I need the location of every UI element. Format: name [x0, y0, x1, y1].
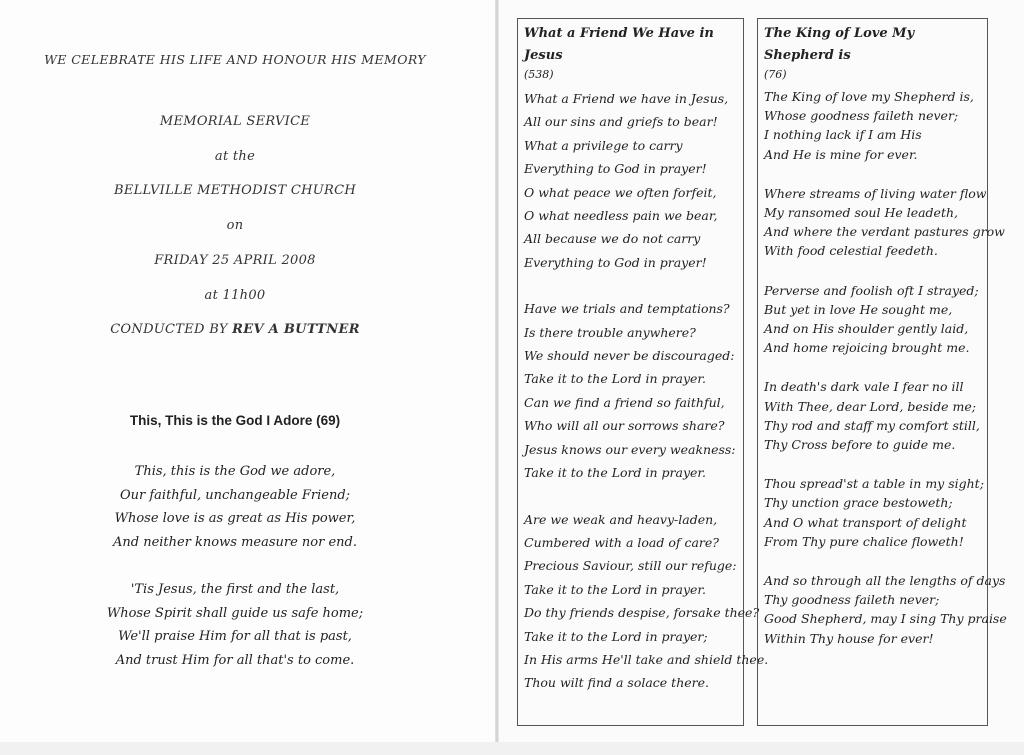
hymn-line: And so through all the lengths of days — [764, 573, 1006, 589]
hymn2-stanza-5 — [764, 474, 984, 551]
hymn-line: Thy unction grace bestoweth; — [764, 495, 953, 511]
hymn-line: Jesus knows our every weakness: — [524, 441, 736, 457]
hymn-line: Are we weak and heavy-laden, — [524, 511, 718, 527]
hymn-line: Thy rod and staff my comfort still, — [764, 417, 980, 433]
church-name: BELLVILLE METHODIST CHURCH — [113, 183, 357, 198]
hymn-line: Everything to God in prayer! — [524, 254, 707, 270]
hymn-line: Is there trouble anywhere? — [524, 324, 696, 340]
hymn-line: Who will all our sorrows share? — [524, 418, 725, 434]
hymn-line: What a Friend we have in Jesus, — [524, 91, 729, 106]
tagline: WE CELEBRATE HIS LIFE AND HONOUR HIS MEMORY — [44, 52, 426, 67]
hymn-line: Good Shepherd, may I sing Thy praise — [764, 611, 1007, 627]
hymn-line: O what needless pain we bear, — [524, 208, 718, 224]
hymn-line: Do thy friends despise, forsake thee? — [524, 605, 760, 621]
verse-line: 'Tis Jesus, the first and the last, — [130, 582, 340, 597]
hymn-line: In death's dark vale I fear no ill — [764, 379, 964, 395]
hymn1-number: (538) — [524, 68, 554, 81]
hymn-line: Thou spread'st a table in my sight; — [764, 476, 984, 492]
hymn-line: And He is mine for ever. — [764, 146, 918, 162]
hymn-line: Everything to God in prayer! — [524, 161, 707, 177]
hymn1-title: What a Friend We Have in Jesus — [524, 26, 714, 63]
hymn-line: Cumbered with a load of care? — [524, 534, 719, 550]
hymn-line: Can we find a friend so faithful, — [524, 394, 725, 410]
hymn-line: The King of love my Shepherd is, — [764, 89, 974, 104]
hymn-line: Thou wilt find a solace there. — [524, 675, 709, 691]
hymn-line: Take it to the Lord in prayer. — [524, 465, 706, 481]
hymn2-stanza-3 — [764, 281, 981, 358]
hymn-line: With Thee, dear Lord, beside me; — [764, 398, 976, 414]
hymn-line: Precious Saviour, still our refuge: — [524, 558, 737, 574]
hymn-line: And on His shoulder gently laid, — [764, 321, 969, 337]
hymn-line: What a privilege to carry — [524, 137, 683, 153]
hymn-line: I nothing lack if I am His — [764, 127, 922, 143]
hymn-line: With food celestial feedeth. — [764, 243, 938, 259]
hymn1-stanza-3 — [524, 508, 769, 695]
hymn2-stanza-2 — [764, 184, 1005, 261]
hymn-line: Thy goodness faileth never; — [764, 592, 940, 608]
hymn2-stanza-4 — [764, 377, 981, 454]
hymn-column-1 — [517, 18, 769, 726]
verse-line: Our faithful, unchangeable Friend; — [119, 487, 351, 503]
service-title: MEMORIAL SERVICE — [159, 114, 311, 129]
hymn-line: Take it to the Lord in prayer. — [524, 581, 706, 597]
verse-line: And trust Him for all that's to come. — [115, 652, 355, 668]
bottom-edge — [0, 742, 1024, 755]
hymn-line: We should never be discouraged: — [524, 348, 735, 364]
conducted-name: REV A BUTTNER — [232, 322, 360, 337]
page-fold — [495, 0, 499, 755]
hymn1-stanza-2 — [524, 297, 737, 484]
hymn-line: But yet in love He sought me, — [764, 301, 953, 317]
hymn2-title: The King of Love My Shepherd is — [764, 26, 915, 63]
left-verse-2 — [0, 578, 470, 672]
service-time: at 11h00 — [204, 288, 266, 303]
verse-line: Whose Spirit shall guide us safe home; — [106, 605, 364, 621]
hymn1-stanza-1 — [524, 87, 737, 274]
hymn-line: Take it to the Lord in prayer; — [524, 628, 708, 644]
hymn-line: All our sins and griefs to bear! — [524, 114, 718, 130]
verse-line: And neither knows measure nor end. — [112, 534, 357, 550]
hymn2-number: (76) — [764, 68, 787, 81]
hymn-line: O what peace we often forfeit, — [524, 184, 717, 200]
hymn-line: Have we trials and temptations? — [524, 301, 730, 317]
hymn-line: Within Thy house for ever! — [764, 630, 934, 646]
hymn-column-2 — [757, 18, 1007, 726]
hymn-line: Whose goodness faileth never; — [764, 108, 959, 124]
service-date: FRIDAY 25 APRIL 2008 — [154, 253, 316, 268]
hymn-line: My ransomed soul He leadeth, — [764, 205, 959, 221]
verse-line: This, this is the God we adore, — [134, 464, 336, 479]
left-verse-1 — [0, 460, 470, 554]
at-the: at the — [214, 149, 256, 164]
hymn2-stanza-1 — [764, 87, 981, 164]
hymn-line: From Thy pure chalice floweth! — [764, 533, 964, 549]
hymn-line: And home rejoicing brought me. — [764, 340, 970, 356]
verse-line: We'll praise Him for all that is past, — [118, 629, 352, 644]
hymn-line: All because we do not carry — [524, 231, 701, 247]
hymn-line: Where streams of living water flow — [764, 185, 987, 201]
conducted-prefix: CONDUCTED BY — [110, 322, 228, 337]
hymn-line: And O what transport of delight — [764, 514, 967, 530]
hymn-line: Take it to the Lord in prayer. — [524, 371, 706, 387]
hymn-line: In His arms He'll take and shield thee. — [524, 651, 769, 667]
hymn2-stanza-6 — [764, 571, 1007, 648]
conducted-by — [0, 322, 470, 337]
verse-line: Whose love is as great as His power, — [114, 511, 356, 526]
hymn-line: Perverse and foolish oft I strayed; — [764, 282, 979, 298]
hymn-line: Thy Cross before to guide me. — [764, 437, 956, 453]
hymn-title-left: This, This is the God I Adore (69) — [129, 413, 341, 428]
on-text: on — [226, 218, 244, 233]
hymn-line: And where the verdant pastures grow — [764, 224, 1005, 240]
